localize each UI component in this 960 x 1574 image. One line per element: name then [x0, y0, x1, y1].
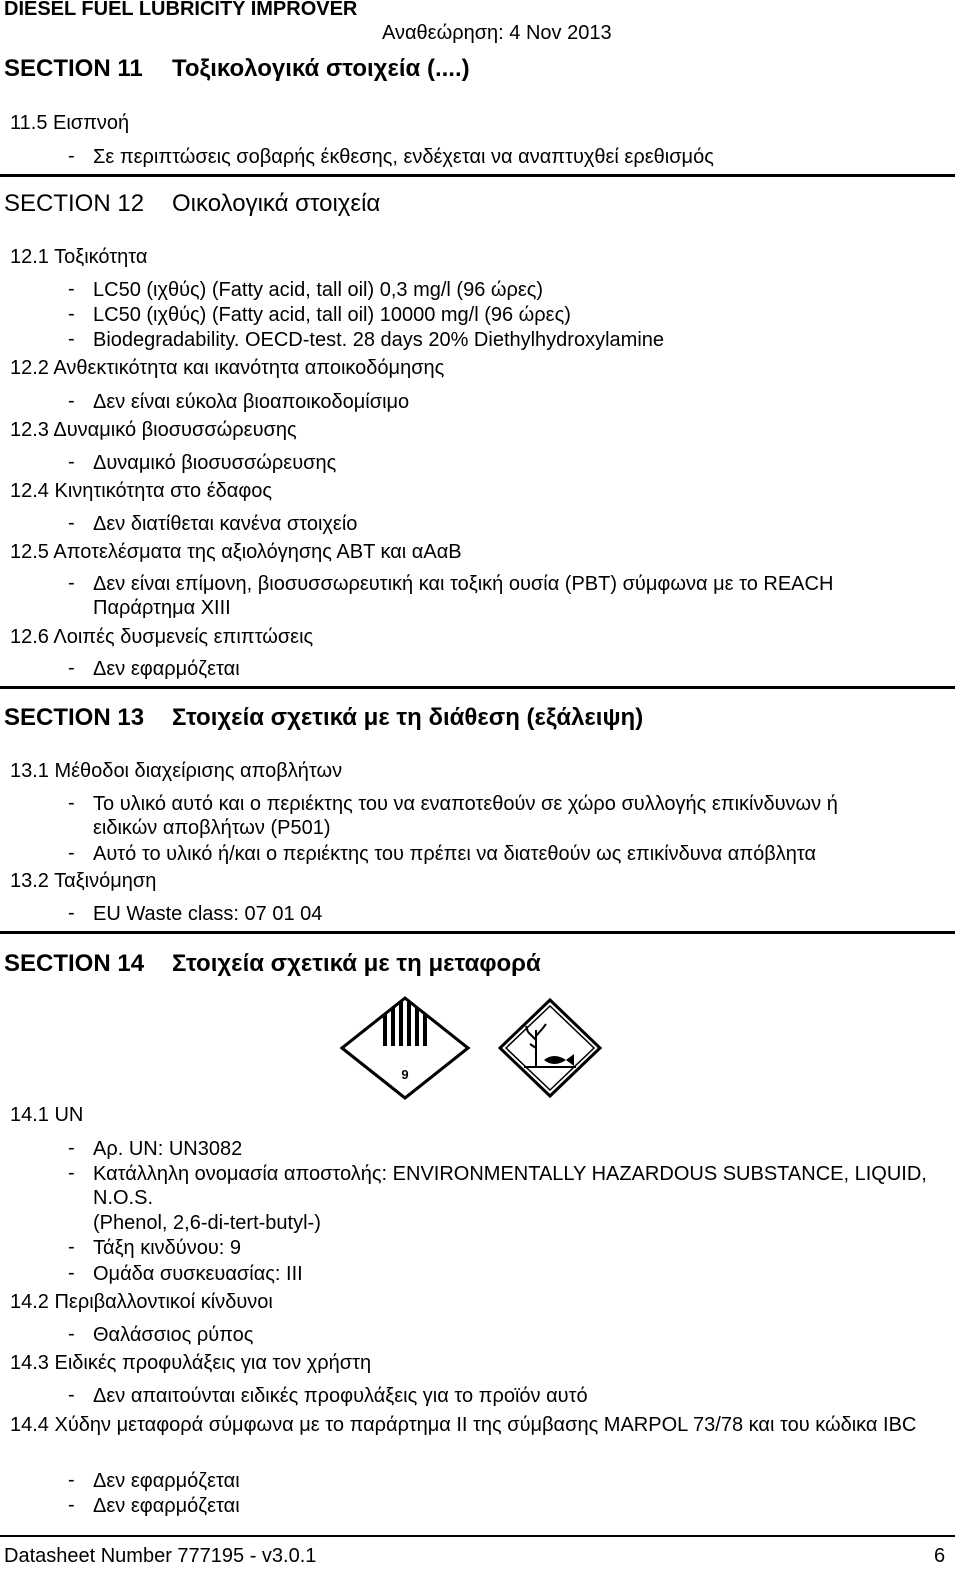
section-11-heading: [4, 55, 470, 83]
revision-date: Αναθεώρηση: 4 Nov 2013: [382, 22, 612, 44]
list-item: - Τάξη κινδύνου: 9: [68, 1236, 242, 1259]
section-11-title: Τοξικολογικά στοιχεία (....): [172, 55, 470, 82]
subsection-11-5: 11.5 Εισπνοή: [10, 112, 130, 134]
hazard-class-9-icon: [340, 996, 480, 1098]
list-item: - Δεν εφαρμόζεται: [68, 1469, 240, 1492]
transport-pictograms: [340, 996, 620, 1106]
footer-divider: [0, 1535, 955, 1537]
section-13-heading: [4, 704, 643, 732]
list-item-continuation: (Phenol, 2,6-di-tert-butyl-): [93, 1212, 321, 1234]
section-divider: [0, 174, 955, 177]
environmental-hazard-icon: [500, 1000, 600, 1096]
section-14-title: Στοιχεία σχετικά με τη μεταφορά: [172, 950, 541, 977]
datasheet-number: Datasheet Number 777195 - v3.0.1: [4, 1545, 317, 1567]
list-item: - Δεν διατίθεται κανένα στοιχείο: [68, 512, 358, 535]
list-item: - Δεν εφαρμόζεται: [68, 657, 240, 680]
section-divider: [0, 931, 955, 934]
subsection-14-4: 14.4 Χύδην μεταφορά σύμφωνα με το παράρτημα II της σύμβασης MARPOL 73/78 και του κώδικα IBC: [10, 1414, 917, 1436]
list-item: - Θαλάσσιος ρύπος: [68, 1323, 254, 1346]
page-number: 6: [934, 1545, 946, 1567]
subsection-12-6: 12.6 Λοιπές δυσμενείς επιπτώσεις: [10, 626, 314, 648]
list-item: - Biodegradability. OECD-test. 28 days 20% Diethylhydroxylamine: [68, 328, 665, 351]
subsection-14-3: 14.3 Ειδικές προφυλάξεις για τον χρήστη: [10, 1352, 372, 1374]
section-13-label: SECTION 13: [4, 704, 145, 731]
section-13-title: Στοιχεία σχετικά με τη διάθεση (εξάλειψη): [172, 704, 644, 731]
subsection-12-3: 12.3 Δυναμικό βιοσυσσώρευσης: [10, 419, 297, 441]
list-item: - Δεν απαιτούνται ειδικές προφυλάξεις για το προϊόν αυτό: [68, 1384, 588, 1407]
list-item: - LC50 (ιχθύς) (Fatty acid, tall oil) 0,3 mg/l (96 ώρες): [68, 278, 544, 301]
list-item: - Σε περιπτώσεις σοβαρής έκθεσης, ενδέχεται να αναπτυχθεί ερεθισμός: [68, 145, 714, 168]
list-item: - Δεν είναι εύκολα βιοαποικοδομίσιμο: [68, 390, 410, 413]
subsection-12-1: 12.1 Τοξικότητα: [10, 246, 148, 268]
class-9-number: 9: [401, 1067, 409, 1082]
list-item: - Κατάλληλη ονομασία αποστολής: ENVIRONMENTALLY HAZARDOUS SUBSTANCE, LIQUID, N.O.S.: [68, 1162, 927, 1209]
section-divider: [0, 686, 955, 689]
list-item: - LC50 (ιχθύς) (Fatty acid, tall oil) 10000 mg/l (96 ώρες): [68, 303, 571, 326]
list-item: - Δεν εφαρμόζεται: [68, 1494, 240, 1517]
section-14-heading: [4, 950, 541, 978]
section-11-label: SECTION 11: [4, 55, 143, 82]
section-12-heading: [4, 190, 380, 218]
subsection-12-2: 12.2 Ανθεκτικότητα και ικανότητα αποικοδόμησης: [10, 357, 445, 379]
section-14-label: SECTION 14: [4, 950, 145, 977]
subsection-12-5: 12.5 Αποτελέσματα της αξιολόγησης ΑΒΤ και αΑαΒ: [10, 541, 462, 563]
list-item: - Δυναμικό βιοσυσσώρευσης: [68, 451, 337, 474]
list-item: - Δεν είναι επίμονη, βιοσυσσωρευτική και τοξική ουσία (PBT) σύμφωνα με το REACH Παράρτημα XIII: [68, 572, 834, 619]
list-item: - Το υλικό αυτό και ο περιέκτης του να εναποτεθούν σε χώρο συλλογής επικίνδυνων ή ειδικών αποβλήτων (P501): [68, 792, 838, 839]
subsection-12-4: 12.4 Κινητικότητα στο έδαφος: [10, 480, 273, 502]
subsection-14-1: 14.1 UN: [10, 1104, 84, 1126]
subsection-13-2: 13.2 Ταξινόμηση: [10, 870, 157, 892]
list-item: - Αρ. UN: UN3082: [68, 1137, 243, 1160]
subsection-14-2: 14.2 Περιβαλλοντικοί κίνδυνοι: [10, 1291, 273, 1313]
list-item: - EU Waste class: 07 01 04: [68, 902, 323, 925]
list-item: - Αυτό το υλικό ή/και ο περιέκτης του πρέπει να διατεθούν ως επικίνδυνα απόβλητα: [68, 842, 817, 865]
list-item: - Ομάδα συσκευασίας: III: [68, 1262, 303, 1285]
product-name: DIESEL FUEL LUBRICITY IMPROVER: [4, 0, 358, 20]
section-12-label: SECTION 12: [4, 190, 145, 217]
section-12-title: Οικολογικά στοιχεία: [172, 190, 381, 217]
subsection-13-1: 13.1 Μέθοδοι διαχείρισης αποβλήτων: [10, 760, 343, 782]
